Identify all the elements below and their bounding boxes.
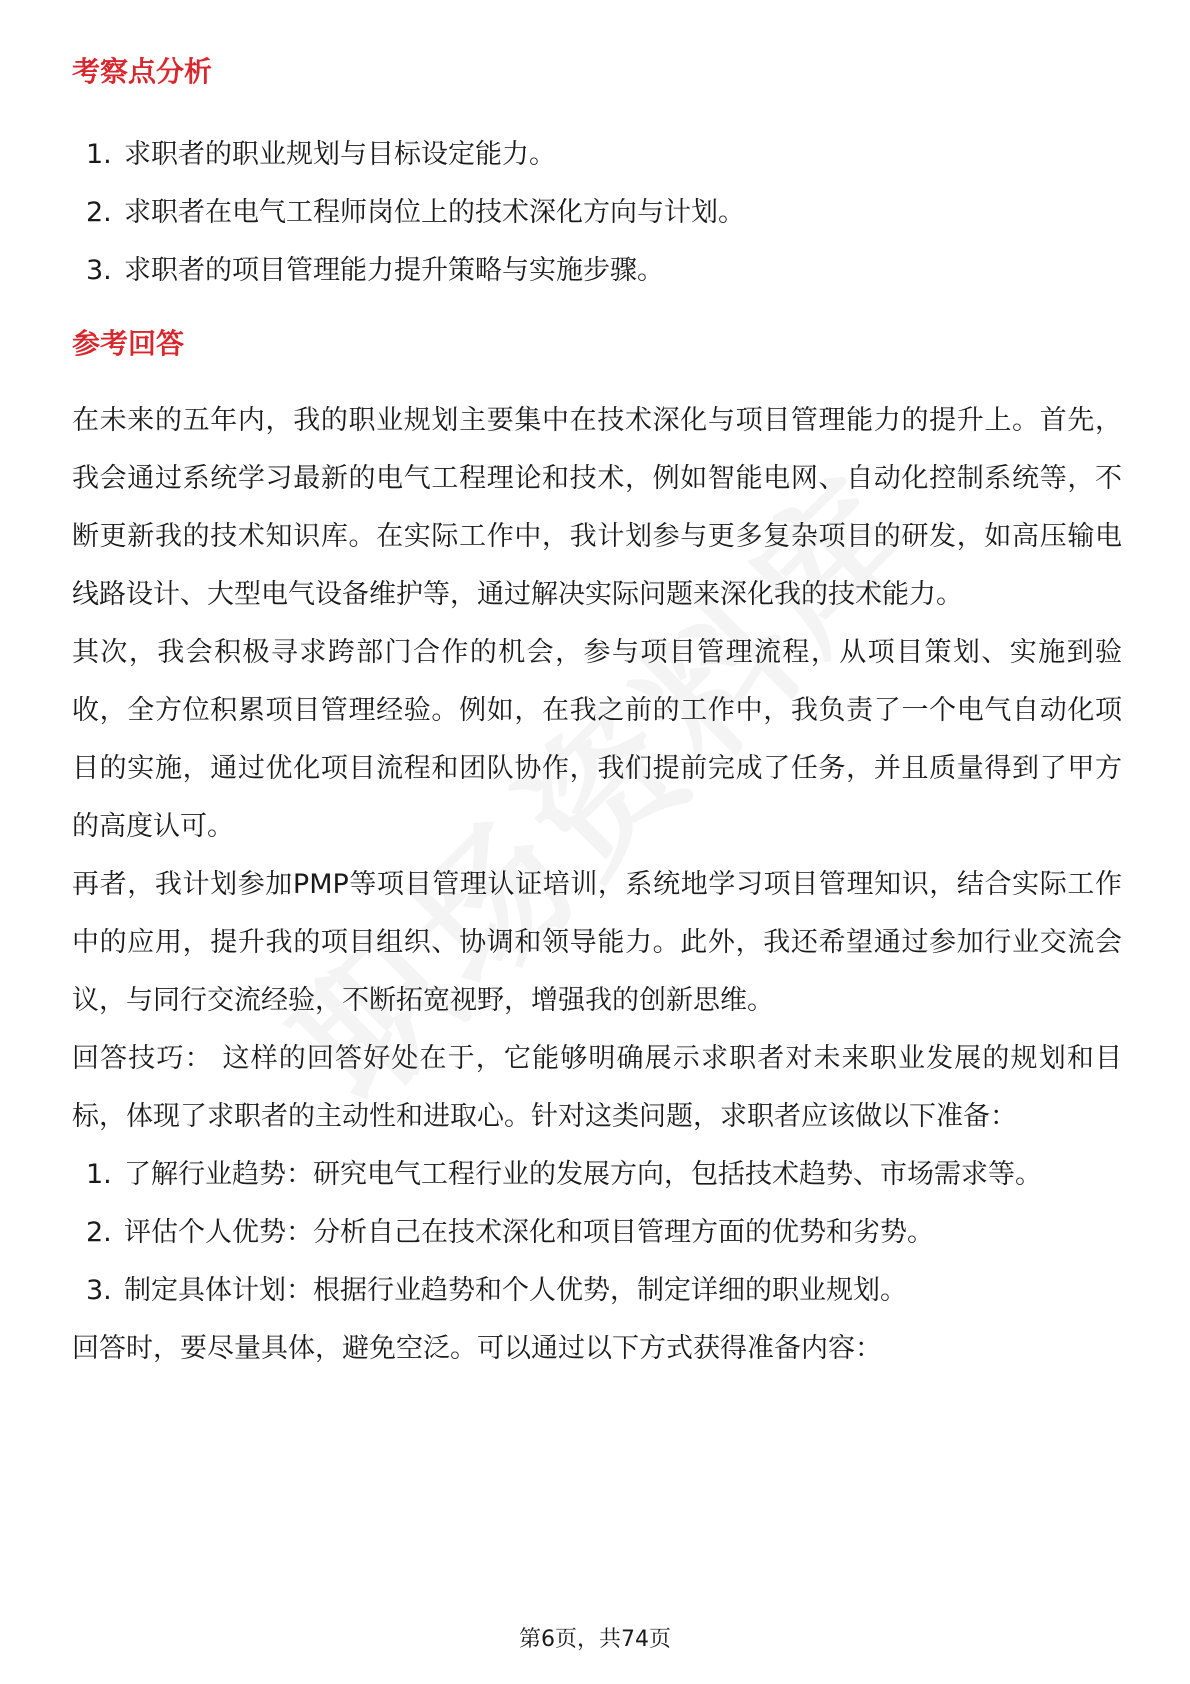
- list-item: 1. 求职者的职业规划与目标设定能力。: [86, 139, 556, 170]
- answer-paragraph-3: 再者，我计划参加PMP等项目管理认证培训，系统地学习项目管理知识，结合实际工作中的应用，提升我的项目组织、协调和领导能力。此外，我还希望通过参加行业交流会议，与同行交流经验，不断拓宽视野，增强我的创新思维。: [72, 869, 1122, 1016]
- list-item: 2. 评估个人优势：分析自己在技术深化和项目管理方面的优势和劣势。: [86, 1217, 934, 1248]
- list-item: 1. 了解行业趋势：研究电气工程行业的发展方向，包括技术趋势、市场需求等。: [86, 1159, 1042, 1190]
- list-item: 3. 制定具体计划：根据行业趋势和个人优势，制定详细的职业规划。: [86, 1275, 907, 1306]
- section-title-reference-answer: 参考回答: [72, 327, 185, 360]
- page-number: 第6页，共74页: [519, 1627, 671, 1652]
- list-item: 2. 求职者在电气工程师岗位上的技术深化方向与计划。: [86, 197, 745, 228]
- section-title-analysis: 考察点分析: [72, 55, 213, 88]
- page-content: [72, 48, 1122, 1378]
- closing-paragraph: 回答时，要尽量具体，避免空泛。可以通过以下方式获得准备内容：: [72, 1333, 882, 1364]
- answer-tips-paragraph: 回答技巧： 这样的回答好处在于，它能够明确展示求职者对未来职业发展的规划和目标，体现了求职者的主动性和进取心。针对这类问题，求职者应该做以下准备：: [72, 1043, 1122, 1132]
- tips-list: [72, 1146, 1122, 1320]
- answer-paragraph-1: 在未来的五年内，我的职业规划主要集中在技术深化与项目管理能力的提升上。首先，我会通过系统学习最新的电气工程理论和技术，例如智能电网、自动化控制系统等，不断更新我的技术知识库。在实际工作中，我计划参与更多复杂项目的研发，如高压输电线路设计、大型电气设备维护等，通过解决实际问题来深化我的技术能力。: [72, 405, 1122, 610]
- answer-paragraph-2: 其次，我会积极寻求跨部门合作的机会，参与项目管理流程，从项目策划、实施到验收，全方位积累项目管理经验。例如，在我之前的工作中，我负责了一个电气自动化项目的实施，通过优化项目流程和团队协作，我们提前完成了任务，并且质量得到了甲方的高度认可。: [72, 637, 1122, 842]
- analysis-list: [72, 126, 1122, 300]
- list-item: 3. 求职者的项目管理能力提升策略与实施步骤。: [86, 255, 664, 286]
